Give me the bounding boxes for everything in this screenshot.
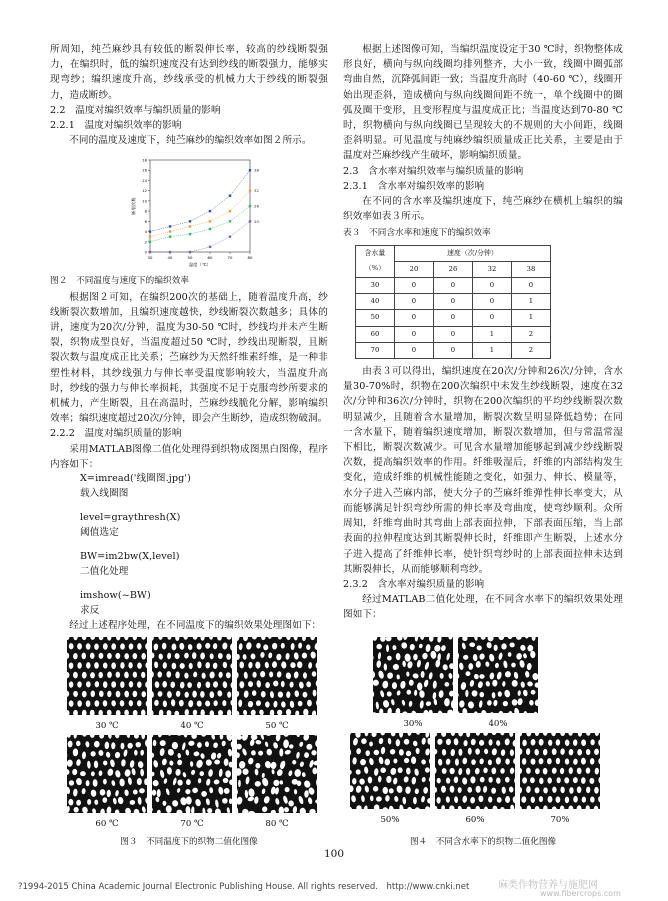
figure-2-chart <box>128 154 278 272</box>
data-point <box>189 226 191 228</box>
data-point <box>169 226 171 228</box>
x-tick-label: 30 <box>147 255 153 261</box>
table-cell: 1 <box>473 326 512 342</box>
paragraph: 不同的温度及速度下，纯苎麻纱的编织效率如图２所示。 <box>69 135 312 147</box>
table-cell: 50 <box>356 310 395 326</box>
table-speed-cell: 32 <box>473 261 512 277</box>
y-tick-label: 12 <box>142 189 147 194</box>
x-tick-label: 80 <box>247 255 253 261</box>
subsection-heading: 2.3.2 含水率对编织质量的影响 <box>343 578 485 590</box>
data-point <box>249 169 251 171</box>
fabric-image-label: 70% <box>550 815 570 825</box>
legend-label: 32 <box>254 188 260 194</box>
fabric-image-moisture <box>373 637 453 713</box>
table-cell: 0 <box>434 278 473 294</box>
fabric-image-temp <box>67 735 147 813</box>
x-axis-label: 温度（℃） <box>189 262 211 268</box>
table-speed-cell: 38 <box>512 261 551 277</box>
table-row <box>356 278 551 294</box>
data-point <box>209 210 211 212</box>
paragraph: 采用MATLAB图像二值化处理得到织物成图黑白图像，程序内容如下： <box>50 443 328 470</box>
y-axis-label: 断裂次数 <box>131 197 136 215</box>
fabric-image-temp <box>237 637 317 715</box>
code-block <box>50 472 328 618</box>
table-cell: 0 <box>395 326 434 342</box>
data-point <box>249 221 251 223</box>
data-point <box>149 241 151 243</box>
fabric-image-label: 30% <box>403 719 423 729</box>
table-cell: 0 <box>395 342 434 358</box>
table-cell: 30 <box>356 278 395 294</box>
y-tick-label: 18 <box>142 158 147 163</box>
fabric-image-label: 30 ℃ <box>95 721 119 731</box>
table-cell: 1 <box>473 342 512 358</box>
y-tick-label: 16 <box>142 169 147 174</box>
page-number: 100 <box>324 848 345 860</box>
fabric-image-temp <box>152 637 232 715</box>
table-title: 表３ 不同含水率和速度下的编织效率 <box>343 228 491 239</box>
fabric-image-label: 60% <box>465 815 485 825</box>
data-point <box>229 221 231 223</box>
data-point <box>249 205 251 207</box>
footer-copyright: ?1994-2015 China Academic Journal Electronic Publishing House. All rights reserved. http://www.cnki.net <box>18 882 470 892</box>
y-tick-label: 10 <box>142 199 147 204</box>
data-point <box>229 195 231 197</box>
series-line <box>150 171 250 232</box>
fabric-image-label: 50% <box>380 815 400 825</box>
table-cell: 0 <box>512 278 551 294</box>
data-point <box>249 190 251 192</box>
table-row <box>356 294 551 310</box>
table-cell: 0 <box>395 310 434 326</box>
code-line: BW=im2bw(X,level) <box>80 551 180 563</box>
paragraph: 根据图２可知，在编织200次的基础上，随着温度升高，纱线断裂次数增加，且编织速度越快，纱线断裂次数越多；具体的讲，速度为20次/分钟，温度为30-50 ℃时，纱线均并未产生断裂，织物成型良好，当温度超过50 ℃时，纱线出现断裂，且断裂次数与温度成正比关系；苎麻纱为天然纤维素纤维，是一种非塑性材料，其纱线强力与伸长率受温度影响较大，当温度升高时，纱线的强力与伸长率损耗，其强度不足于克服弯纱所要求的机械力，产生断裂，且在高温时，苎麻纱线脆化分解，影响编织效率；编织速度超过20次/分钟，即会产生断纱，造成织物破洞。 <box>50 291 328 425</box>
y-tick-label: 2 <box>144 240 147 245</box>
table-cell: 60 <box>356 326 395 342</box>
left-column <box>50 42 328 633</box>
table-cell: 2 <box>512 326 551 342</box>
fabric-image-temp <box>152 735 232 813</box>
table-speed-cell: 20 <box>395 261 434 277</box>
code-line: 二值化处理 <box>80 565 129 577</box>
y-tick-label: 8 <box>144 210 147 215</box>
table-cell: 0 <box>473 294 512 310</box>
legend-label: 38 <box>254 168 260 174</box>
section-heading: 2.2 温度对编织效率与编织质量的影响 <box>50 104 221 116</box>
table-cell: 70 <box>356 342 395 358</box>
watermark-url: www.fibercrops.com <box>540 889 621 898</box>
data-point <box>189 221 191 223</box>
table-header-speed: 速度（次/分钟） <box>395 245 551 261</box>
code-line: 阈值选定 <box>80 526 119 538</box>
table-body <box>356 278 551 359</box>
table-header-water: 含水量 （%） <box>356 245 395 277</box>
fabric-image-label: 40% <box>488 719 508 729</box>
fabric-image-temp <box>67 637 147 715</box>
table-cell: 1 <box>512 294 551 310</box>
data-point <box>229 210 231 212</box>
paragraph: 根据上述图像可知，当编织温度设定于30 ℃时，织物整体成形良好，横向与纵向线圈均排列整齐，大小一致，线圈中圈弧部弯曲自然，沉降弧间距一致；当温度升高时（40-60 ℃），线圈开始出现歪斜，造成横向与纵向线圈间距不统一，单个线圈中的圈弧及圈干变形，且变形程度与温度成正比；当温度达到70-80 ℃时，织物横向与纵向线圈已呈现较大的不规则的大小间距，线圈歪斜明显。可见温度与纯麻纱编织质量成正比关系，主要是由于温度对苎麻纱线产生破坏，影响编织质量。 <box>343 44 623 162</box>
y-tick-label: 0 <box>144 250 147 255</box>
x-tick-label: 70 <box>227 255 233 261</box>
x-tick-label: 40 <box>167 255 173 261</box>
data-point <box>169 236 171 238</box>
y-tick-label: 6 <box>144 220 147 225</box>
x-tick-label: 60 <box>207 255 213 261</box>
table-speed-cell: 26 <box>434 261 473 277</box>
table-cell: 0 <box>434 342 473 358</box>
fabric-image-moisture <box>435 733 515 809</box>
section-heading: 2.3 含水率对编织效率与编织质量的影响 <box>343 165 524 177</box>
code-gap <box>80 501 328 511</box>
code-line: X=imread('线圈图.jpg') <box>80 473 191 485</box>
data-point <box>209 221 211 223</box>
line-chart <box>128 154 278 272</box>
subsection-heading: 2.2.1 温度对编织效率的影响 <box>50 120 182 132</box>
figure-caption: 图２ 不同温度与速度下的编织效率 <box>50 276 190 287</box>
fabric-image-label: 70 ℃ <box>180 819 204 829</box>
legend-label: 26 <box>254 203 260 209</box>
data-point <box>209 228 211 230</box>
table-row <box>356 342 551 358</box>
data-point <box>149 251 151 253</box>
code-gap <box>80 540 328 550</box>
fabric-image-moisture <box>350 733 430 809</box>
table-cell: 2 <box>512 342 551 358</box>
table-cell: 0 <box>473 278 512 294</box>
x-tick-label: 50 <box>187 255 193 261</box>
data-point <box>169 231 171 233</box>
data-point <box>209 246 211 248</box>
table-row <box>356 310 551 326</box>
fabric-image-moisture <box>458 637 538 713</box>
series-line <box>150 191 250 237</box>
right-column <box>343 42 623 623</box>
data-point <box>169 251 171 253</box>
table-3 <box>355 245 551 359</box>
fabric-image-moisture <box>520 733 600 809</box>
data-point <box>229 236 231 238</box>
code-line: level=graythresh(X) <box>80 512 181 524</box>
table-cell: 0 <box>434 326 473 342</box>
subsection-heading: 2.3.1 含水率对编织效率的影响 <box>343 180 485 192</box>
table-cell: 40 <box>356 294 395 310</box>
figure-caption: 图４ 不同含水率下的织物二值化图像 <box>409 837 557 847</box>
code-line: imshow(~BW) <box>80 590 151 602</box>
data-point <box>149 231 151 233</box>
table-cell: 0 <box>473 310 512 326</box>
data-point <box>149 236 151 238</box>
paragraph: 在不同的含水率及编织速度下，纯苎麻纱在横机上编织的编织效率如表３所示。 <box>343 196 623 223</box>
fabric-image-label: 50 ℃ <box>265 721 289 731</box>
fabric-image-label: 80 ℃ <box>265 819 289 829</box>
paragraph: 经过上述程序处理，在不同温度下的编织效果处理图如下： <box>69 620 322 632</box>
paragraph: 由表３可以得出，编织速度在20次/分钟和26次/分钟，含水量30-70%时，织物在200次编织中未发生纱线断裂，速度在32次/分钟和36次/分钟时，织物在200次编织的平均纱线断裂次数明显减少，且随着含水量增加，断裂次数呈明显降低趋势；在同一含水量下，随着编织速度增加，断裂次数增加，但与常温常湿下相比，断裂次数减少。可见含水量增加能够起到减少纱线断裂次数，提高编织效率的作用。纤维吸湿后，纤维的内部结构发生变化，造成纤维的机械性能随之变化，如强力、伸长、模量等，水分子进入苎麻内部，使大分子的苎麻纤维弹性伸长率变大，从而能够满足针织弯纱所需的伸长率及弯曲度，使弯纱顺利。众所周知，纤维弯曲时其弯曲上部表面拉伸，下部表面压缩，当上部表面的拉伸程度达到其断裂伸长时，纤维即产生断裂，上述水分子进入提高了纤维伸长率，使针织弯纱时的上部表面拉伸未达到其断裂伸长，从而能够顺利弯纱。 <box>343 366 623 575</box>
table-cell: 0 <box>434 294 473 310</box>
code-line: 载入线圈图 <box>80 487 129 499</box>
figure-caption: 图３ 不同温度下的织物二值化图像 <box>120 837 258 847</box>
paragraph: 所周知，纯苎麻纱具有较低的断裂伸长率，较高的纱线断裂强力，在编织时，低的编织速度没有达到纱线的断裂强力，能够实现弯纱；编织速度升高，纱线承受的机械力大于纱线的断裂强力，造成断纱。 <box>50 44 328 101</box>
table-row <box>356 326 551 342</box>
paragraph: 经过MATLAB二值化处理，在不同含水率下的编织效果处理图如下： <box>343 594 623 621</box>
table-cell: 0 <box>395 294 434 310</box>
fabric-image-temp <box>237 735 317 813</box>
data-point <box>189 233 191 235</box>
fabric-image-label: 60 ℃ <box>95 819 119 829</box>
subsection-heading: 2.2.2 温度对编织质量的影响 <box>50 428 182 440</box>
table-cell: 0 <box>395 278 434 294</box>
table-cell: 0 <box>434 310 473 326</box>
watermark-text: 麻类作物营养与施肥网 <box>498 880 598 891</box>
y-tick-label: 4 <box>144 230 147 235</box>
series-line <box>150 222 250 253</box>
code-gap <box>80 579 328 589</box>
code-line: 求反 <box>80 604 100 616</box>
y-tick-label: 14 <box>142 179 147 184</box>
fabric-image-label: 40 ℃ <box>180 721 204 731</box>
table-cell: 1 <box>512 310 551 326</box>
data-point <box>189 251 191 253</box>
legend-label: 20 <box>254 219 260 225</box>
